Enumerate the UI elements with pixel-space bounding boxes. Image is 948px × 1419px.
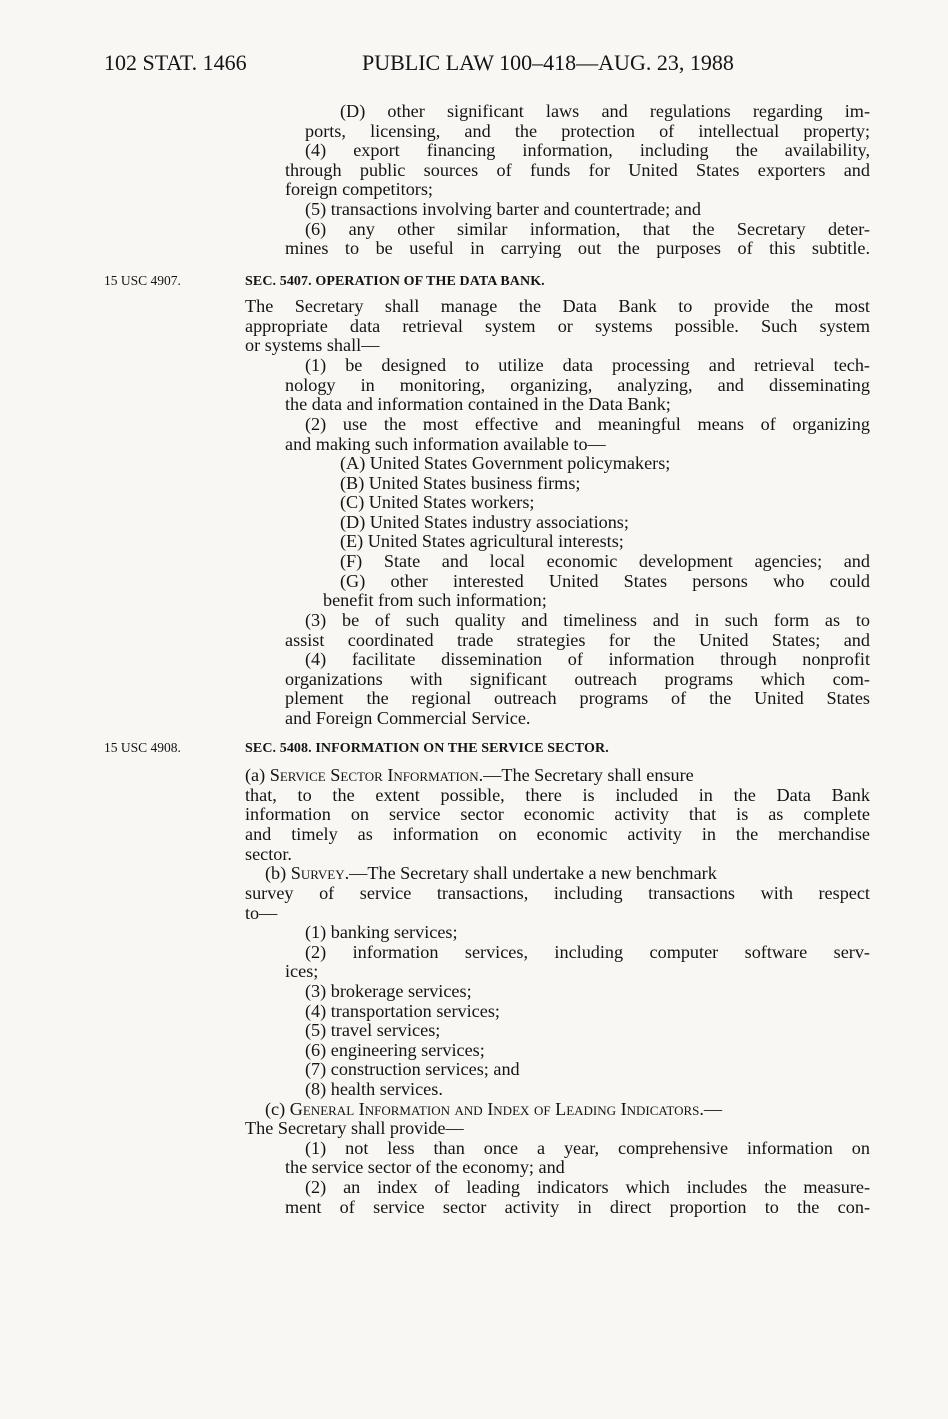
- text-line: mines to be useful in carrying out the purposes of this subtitle.: [285, 238, 870, 258]
- subsection-heading: General Information and Index of Leading Indicators.: [289, 1099, 704, 1119]
- text-line: assist coordinated trade strategies for the United States; and: [285, 630, 870, 650]
- text-line: ices;: [285, 961, 319, 981]
- list-item: (6) engineering services;: [305, 1040, 485, 1060]
- text-line: that, to the extent possible, there is included in the Data Bank: [245, 785, 870, 805]
- list-item: (A) United States Government policymakers;: [340, 453, 671, 473]
- subsection-heading: Service Sector Information.: [269, 765, 484, 785]
- list-item: (4) transportation services;: [305, 1001, 500, 1021]
- text-line: to—: [245, 903, 278, 923]
- text-line: survey of service transactions, including transactions with respect: [245, 883, 870, 903]
- text-line: the data and information contained in the Data Bank;: [285, 394, 671, 414]
- text-line: information on service sector economic activity that is as complete: [245, 804, 870, 824]
- list-item: (F) State and local economic development agencies; and: [340, 551, 870, 571]
- text-line: (6) any other similar information, that the Secretary deter-: [305, 219, 870, 239]
- subsection-heading: Survey.: [290, 863, 350, 883]
- list-item: (G) other interested United States persons who could: [340, 571, 870, 591]
- text-line: ports, licensing, and the protection of intellectual property;: [305, 121, 870, 141]
- text-line: (3) be of such quality and timeliness and in such form as to: [305, 610, 870, 630]
- text-line: [245, 765, 870, 785]
- text-line: organizations with significant outreach programs which com-: [285, 669, 870, 689]
- text-run: —The Secretary shall undertake a new benchmark: [349, 863, 717, 883]
- text-line: (4) export financing information, including the availability,: [305, 140, 870, 160]
- text-line: foreign competitors;: [285, 179, 433, 199]
- text-line: and timely as information on economic activity in the merchandise: [245, 824, 870, 844]
- list-item: (1) banking services;: [305, 922, 458, 942]
- list-item: (E) United States agricultural interests;: [340, 531, 624, 551]
- stat-citation: 102 STAT. 1466: [104, 50, 247, 75]
- list-item: (D) United States industry associations;: [340, 512, 629, 532]
- list-item: (8) health services.: [305, 1079, 443, 1099]
- text-line: The Secretary shall provide—: [245, 1118, 464, 1138]
- text-line: [265, 863, 870, 883]
- text-line: nology in monitoring, organizing, analyzing, and disseminating: [285, 375, 870, 395]
- text-line: sector.: [245, 844, 292, 864]
- text-line: The Secretary shall manage the Data Bank to provide the most: [245, 296, 870, 316]
- subsection-label: (c): [265, 1099, 290, 1119]
- text-line: plement the regional outreach programs of the United States: [285, 688, 870, 708]
- subsection-label: (a): [245, 765, 270, 785]
- list-item: (5) travel services;: [305, 1020, 441, 1040]
- text-run: —The Secretary shall ensure: [483, 765, 694, 785]
- text-run: —: [703, 1099, 723, 1119]
- text-line: benefit from such information;: [323, 590, 547, 610]
- text-line: (4) facilitate dissemination of information through nonprofit: [305, 649, 870, 669]
- margin-note-4907: 15 USC 4907.: [104, 273, 181, 288]
- law-citation: PUBLIC LAW 100–418—AUG. 23, 1988: [362, 50, 734, 75]
- section-heading-5408: SEC. 5408. INFORMATION ON THE SERVICE SECTOR.: [245, 741, 609, 756]
- section-heading-5407: SEC. 5407. OPERATION OF THE DATA BANK.: [245, 274, 545, 289]
- text-line: appropriate data retrieval system or systems possible. Such system: [245, 316, 870, 336]
- text-line: (1) not less than once a year, comprehensive information on: [305, 1138, 870, 1158]
- text-line: (D) other significant laws and regulations regarding im-: [340, 101, 870, 121]
- list-item: (7) construction services; and: [305, 1059, 520, 1079]
- page-header: [104, 48, 784, 78]
- text-line: and Foreign Commercial Service.: [285, 708, 531, 728]
- text-line: (5) transactions involving barter and countertrade; and: [305, 199, 701, 219]
- list-item: (2) information services, including computer software serv-: [305, 942, 870, 962]
- text-line: (2) an index of leading indicators which includes the measure-: [305, 1177, 870, 1197]
- list-item: (B) United States business firms;: [340, 473, 581, 493]
- margin-note-4908: 15 USC 4908.: [104, 740, 181, 755]
- text-line: (2) use the most effective and meaningful means of organizing: [305, 414, 870, 434]
- text-line: (1) be designed to utilize data processing and retrieval tech-: [305, 355, 870, 375]
- text-line: the service sector of the economy; and: [285, 1157, 565, 1177]
- subsection-label: (b): [265, 863, 291, 883]
- text-line: and making such information available to—: [285, 434, 606, 454]
- text-line: or systems shall—: [245, 335, 380, 355]
- list-item: (C) United States workers;: [340, 492, 535, 512]
- text-line: ment of service sector activity in direct proportion to the con-: [285, 1197, 870, 1217]
- list-item: (3) brokerage services;: [305, 981, 472, 1001]
- text-line: [265, 1099, 870, 1119]
- text-line: through public sources of funds for United States exporters and: [285, 160, 870, 180]
